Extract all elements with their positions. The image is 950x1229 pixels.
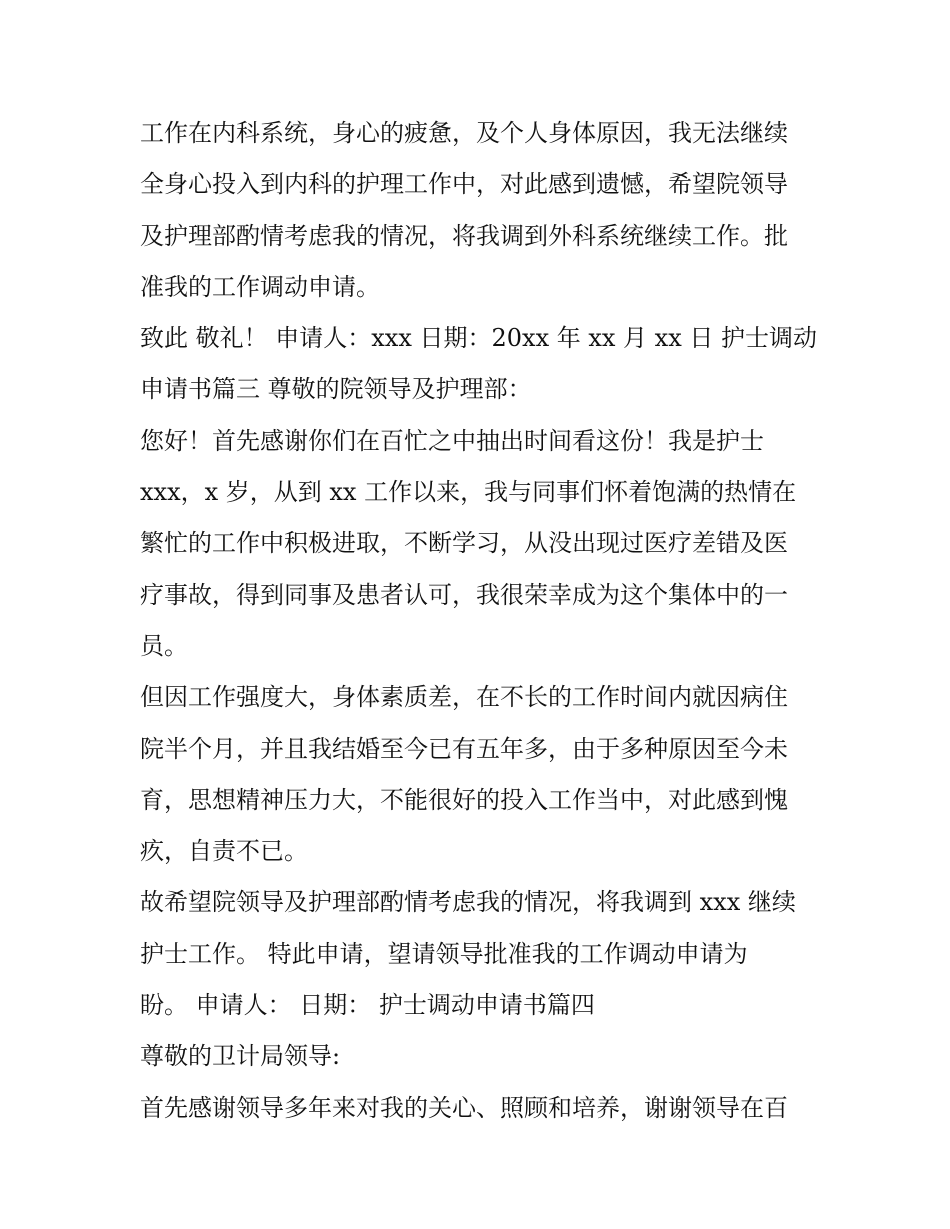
- text-line: 首先感谢领导多年来对我的关心、照顾和培养，谢谢领导在百: [140, 1093, 788, 1122]
- text-line: 院半个月，并且我结婚至今已有五年多，由于多种原因至今未: [140, 734, 788, 763]
- text-line: 护士工作。 特此申请，望请领导批准我的工作调动申请为: [140, 939, 748, 968]
- document-body: [140, 108, 820, 1134]
- text-line: 及护理部酌情考虑我的情况，将我调到外科系统继续工作。批: [140, 221, 788, 250]
- text-line: 故希望院领导及护理部酌情考虑我的情况，将我调到 xxx 继续: [140, 888, 796, 917]
- text-line: 繁忙的工作中积极进取，不断学习，从没出现过医疗差错及医: [140, 529, 788, 558]
- text-line: xxx，x 岁，从到 xx 工作以来，我与同事们怀着饱满的热情在: [140, 478, 797, 507]
- text-line: 育，思想精神压力大，不能很好的投入工作当中，对此感到愧: [140, 785, 788, 814]
- text-line: 全身心投入到内科的护理工作中，对此感到遗憾，希望院领导: [140, 170, 788, 199]
- text-line: 疚，自责不已。: [140, 837, 308, 866]
- text-line: 尊敬的卫计局领导:: [140, 1042, 341, 1071]
- text-line: 盼。 申请人： 日期： 护士调动申请书篇四: [140, 991, 595, 1020]
- text-line: 您好！首先感谢你们在百忙之中抽出时间看这份！我是护士: [140, 426, 764, 455]
- text-line: 疗事故，得到同事及患者认可，我很荣幸成为这个集体中的一: [140, 580, 788, 609]
- text-line: 工作在内科系统，身心的疲惫，及个人身体原因，我无法继续: [140, 119, 788, 147]
- text-line: 申请书篇三 尊敬的院领导及护理部：: [140, 375, 532, 404]
- text-line: 但因工作强度大，身体素质差，在不长的工作时间内就因病住: [140, 683, 788, 712]
- text-line: 致此 敬礼！ 申请人：xxx 日期：20xx 年 xx 月 xx 日 护士调动: [140, 324, 818, 353]
- text-line: 员。: [140, 631, 188, 660]
- text-line: 准我的工作调动申请。: [140, 272, 380, 301]
